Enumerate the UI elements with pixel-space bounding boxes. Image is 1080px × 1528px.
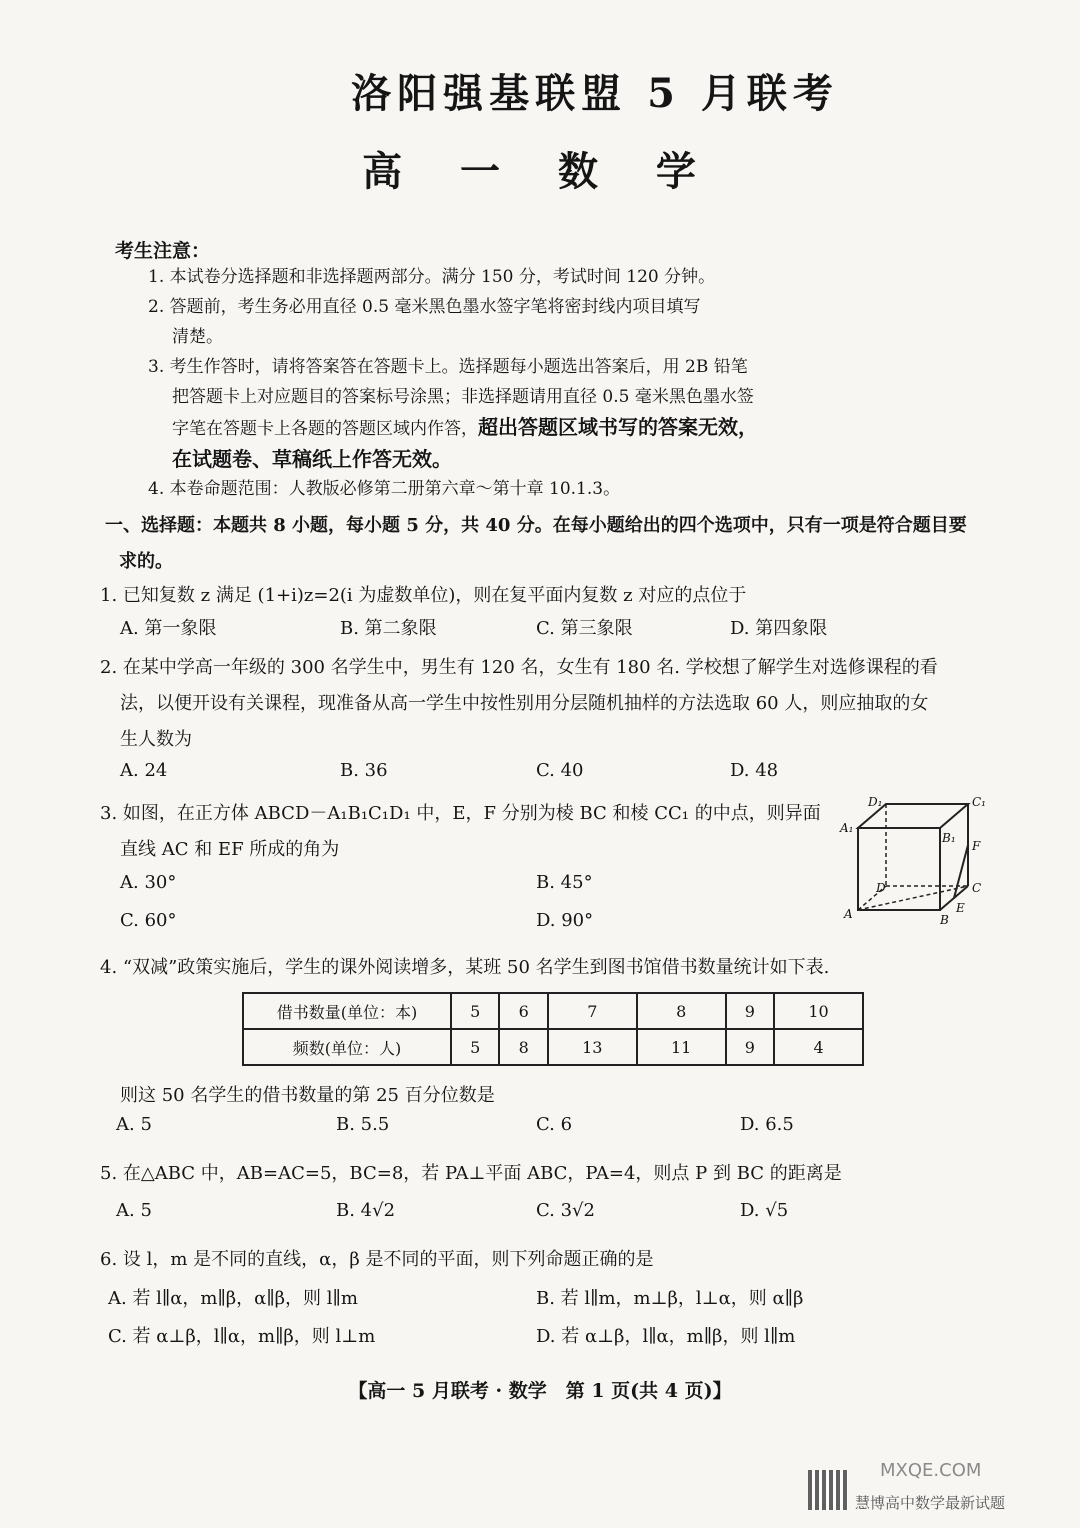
table-cell: 9	[726, 1029, 774, 1065]
q4-question: 则这 50 名学生的借书数量的第 25 百分位数是	[120, 1085, 495, 1106]
watermark-text: 慧博高中数学最新试题	[855, 1494, 1006, 1512]
qr-code-icon	[808, 1470, 848, 1510]
q1-option-c: C. 第三象限	[536, 618, 633, 639]
q5-option-c: C. 3√2	[536, 1200, 595, 1221]
q5-option-a: A. 5	[116, 1200, 152, 1221]
q2-line-2: 法，以便开设有关课程，现准备从高一学生中按性别用分层随机抽样的方法选取 60 人，则应抽取的女	[120, 693, 929, 714]
table-row	[243, 993, 863, 1029]
frequency-table	[242, 992, 864, 1066]
table-cell: 11	[637, 1029, 726, 1065]
q3-option-b: B. 45°	[536, 872, 593, 893]
table-cell: 4	[774, 1029, 863, 1065]
section-heading	[105, 508, 985, 580]
table-cell: 9	[726, 993, 774, 1029]
notice-item-4: 4. 本卷命题范围：人教版必修第二册第六章～第十章 10.1.3。	[148, 479, 621, 499]
q2-line-1: 2. 在某中学高一年级的 300 名学生中，男生有 120 名，女生有 180 名. 学校想了解学生对选修课程的看	[100, 657, 938, 678]
q6-option-d: D. 若 α⊥β，l∥α，m∥β，则 l∥m	[536, 1326, 796, 1347]
table-row	[243, 1029, 863, 1065]
q2-option-b: B. 36	[340, 760, 388, 781]
notice-item-3c	[148, 412, 758, 444]
q4-option-b: B. 5.5	[336, 1114, 390, 1135]
q6-option-a: A. 若 l∥α，m∥β，α∥β，则 l∥m	[108, 1288, 358, 1309]
question-4: 4. “双减”政策实施后，学生的课外阅读增多，某班 50 名学生到图书馆借书数量统计如下表.	[100, 957, 830, 978]
table-cell: 10	[774, 993, 863, 1029]
q4-option-d: D. 6.5	[740, 1114, 794, 1135]
table-cell: 7	[548, 993, 637, 1029]
notice-item-3a: 3. 考生作答时，请将答案答在答题卡上。选择题每小题选出答案后，用 2B 铅笔	[148, 357, 748, 377]
q2-line-3: 生人数为	[120, 729, 192, 750]
q5-option-b: B. 4√2	[336, 1200, 396, 1221]
q4-option-a: A. 5	[116, 1114, 152, 1135]
q2-option-c: C. 40	[536, 760, 584, 781]
section-line-1: 一、选择题：本题共 8 小题，每小题 5 分，共 40 分。在每小题给出的四个选项中，只有一项是符合题目要	[105, 515, 967, 536]
notice-item-3c-bold: 超出答题区域书写的答案无效，	[478, 415, 758, 439]
question-1: 1. 已知复数 z 满足 (1+i)z=2(i 为虚数单位)，则在复平面内复数 z 对应的点位于	[100, 585, 747, 606]
q2-option-a: A. 24	[120, 760, 168, 781]
notice-item-1: 1. 本试卷分选择题和非选择题两部分。满分 150 分，考试时间 120 分钟。	[148, 267, 716, 287]
label-f: F	[972, 839, 981, 853]
notice-item-2a: 2. 答题前，考生务必用直径 0.5 毫米黑色墨水签字笔将密封线内项目填写	[148, 297, 701, 317]
section-line-2: 求的。	[119, 551, 173, 572]
table-cell: 6	[499, 993, 547, 1029]
label-d: D	[876, 881, 886, 895]
notice-item-3c-text: 字笔在答题卡上各题的答题区域内作答，	[172, 419, 478, 439]
table-header-frequency: 频数(单位：人)	[243, 1029, 451, 1065]
q1-option-d: D. 第四象限	[730, 618, 828, 639]
notice-item-3b: 把答题卡上对应题目的答案标号涂黑；非选择题请用直径 0.5 毫米黑色墨水签	[172, 387, 754, 407]
label-a: A	[844, 907, 853, 921]
label-b: B	[940, 913, 949, 927]
q2-option-d: D. 48	[730, 760, 779, 781]
notice-item-3d: 在试题卷、草稿纸上作答无效。	[172, 447, 452, 471]
question-6: 6. 设 l，m 是不同的直线，α，β 是不同的平面，则下列命题正确的是	[100, 1249, 654, 1270]
label-c: C	[972, 881, 982, 895]
question-2	[100, 650, 980, 758]
q5-option-d: D. √5	[740, 1200, 789, 1221]
q1-option-a: A. 第一象限	[120, 618, 217, 639]
question-5: 5. 在△ABC 中，AB=AC=5，BC=8，若 PA⊥平面 ABC，PA=4，则点 P 到 BC 的距离是	[100, 1163, 842, 1184]
q3-line-2: 直线 AC 和 EF 所成的角为	[120, 839, 340, 860]
q3-option-a: A. 30°	[120, 872, 177, 893]
q6-option-c: C. 若 α⊥β，l∥α，m∥β，则 l⊥m	[108, 1326, 376, 1347]
table-cell: 5	[451, 1029, 499, 1065]
table-cell: 5	[451, 993, 499, 1029]
cube-figure	[836, 792, 1006, 932]
q3-option-d: D. 90°	[536, 910, 594, 931]
table-cell: 8	[499, 1029, 547, 1065]
label-c1: C₁	[972, 795, 986, 809]
subject-title: 高 一 数 学	[362, 148, 718, 195]
label-b1: B₁	[942, 831, 956, 845]
notice-heading: 考生注意：	[115, 240, 211, 262]
q3-option-c: C. 60°	[120, 910, 177, 931]
q3-line-1: 3. 如图，在正方体 ABCD－A₁B₁C₁D₁ 中，E，F 分别为棱 BC 和棱 CC₁ 的中点，则异面	[100, 803, 821, 824]
table-header-books: 借书数量(单位：本)	[243, 993, 451, 1029]
q4-option-c: C. 6	[536, 1114, 573, 1135]
page-footer: 【高一 5 月联考 · 数学 第 1 页(共 4 页)】	[348, 1380, 732, 1402]
exam-title: 洛阳强基联盟 5 月联考	[351, 70, 839, 117]
q6-option-b: B. 若 l∥m，m⊥β，l⊥α，则 α∥β	[536, 1288, 804, 1309]
label-e: E	[956, 901, 965, 915]
q1-option-b: B. 第二象限	[340, 618, 437, 639]
table-cell: 8	[637, 993, 726, 1029]
notice-list	[148, 262, 758, 504]
label-a1: A₁	[840, 821, 854, 835]
label-d1: D₁	[868, 795, 883, 809]
watermark-logo: MXQE.COM	[880, 1460, 982, 1481]
notice-item-2b: 清楚。	[172, 327, 223, 347]
table-cell: 13	[548, 1029, 637, 1065]
question-3	[100, 796, 830, 868]
